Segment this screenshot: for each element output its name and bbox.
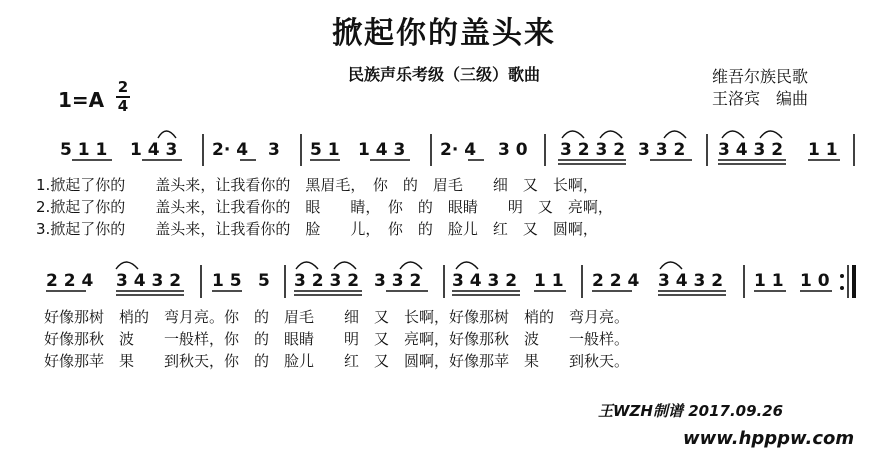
transcriber-signature: 王WZH制谱 2017.09.26 xyxy=(598,402,784,420)
lyric-line: 好像那苹 果 到秋天，你 的 脸儿 红 又 圆啊，好像那苹 果 到秋天。 xyxy=(44,352,630,370)
note-group: 3 2 3 2 xyxy=(294,271,360,291)
note-group: 3 3 2 xyxy=(374,271,422,291)
note-group: 1 5 xyxy=(212,271,242,291)
note-group: 1 4 3 xyxy=(358,140,406,160)
time-signature-top: 2 xyxy=(117,78,129,96)
slur xyxy=(456,262,478,269)
system-1-underlines xyxy=(72,160,840,164)
note-group: 1 1 xyxy=(808,140,838,160)
slur xyxy=(400,262,422,269)
note-group: 2· 4 xyxy=(440,140,477,160)
site-url: www.hpppw.com xyxy=(683,428,855,449)
slur xyxy=(296,262,318,269)
repeat-dot xyxy=(840,274,844,278)
repeat-sign xyxy=(840,265,854,298)
system-2-lyrics xyxy=(44,308,629,370)
system-2 xyxy=(44,262,854,370)
time-signature-bottom: 4 xyxy=(117,97,129,115)
lyric-line: 3.掀起了你的 盖头来，让我看你的 脸 儿， 你 的 脸儿 红 又 圆啊， xyxy=(36,220,598,238)
system-1-lyrics xyxy=(36,176,613,238)
subtitle: 民族声乐考级（三级）歌曲 xyxy=(347,65,540,84)
note-group: 3 0 xyxy=(498,140,528,160)
note-group: 1 0 xyxy=(800,271,830,291)
slur xyxy=(722,131,744,138)
system-2-underlines xyxy=(46,291,832,295)
lyric-line: 好像那树 梢的 弯月亮。你 的 眉毛 细 又 长啊，好像那树 梢的 弯月亮。 xyxy=(44,308,630,326)
note-group: 5 xyxy=(258,271,270,291)
repeat-dot xyxy=(840,286,844,290)
slur xyxy=(664,131,686,138)
slur xyxy=(158,131,176,138)
system-1-slurs xyxy=(158,131,782,138)
note-group: 1 4 3 xyxy=(130,140,178,160)
note-group: 1 1 xyxy=(754,271,784,291)
origin-credit: 维吾尔族民歌 xyxy=(712,67,809,86)
note-group: 3 2 3 2 xyxy=(560,140,626,160)
note-group: 3 3 2 xyxy=(638,140,686,160)
lyric-line: 2.掀起了你的 盖头来，让我看你的 眼 睛， 你 的 眼睛 明 又 亮啊， xyxy=(36,198,613,216)
note-group: 2 2 4 xyxy=(46,271,94,291)
note-group: 3 4 3 2 xyxy=(718,140,784,160)
system-1 xyxy=(36,131,854,238)
system-2-notes xyxy=(46,271,830,291)
note-group: 5 1 xyxy=(310,140,340,160)
slur xyxy=(334,262,356,269)
slur xyxy=(600,131,622,138)
slur xyxy=(760,131,782,138)
note-group: 5 1 1 xyxy=(60,140,108,160)
note-group: 3 4 3 2 xyxy=(116,271,182,291)
note-group: 1 1 xyxy=(534,271,564,291)
note-group: 3 4 3 2 xyxy=(658,271,724,291)
slur xyxy=(116,262,138,269)
note-group: 2 2 4 xyxy=(592,271,640,291)
note-group: 3 4 3 2 xyxy=(452,271,518,291)
slur xyxy=(562,131,584,138)
slur xyxy=(660,262,682,269)
lyric-line: 1.掀起了你的 盖头来，让我看你的 黑眉毛， 你 的 眉毛 细 又 长啊， xyxy=(36,176,598,194)
arranger-credit: 王洛宾 编曲 xyxy=(712,89,809,108)
note-group: 3 xyxy=(268,140,280,160)
system-1-notes xyxy=(60,140,838,160)
note-group: 2· 4 xyxy=(212,140,249,160)
key-signature: 1=A xyxy=(58,88,105,112)
lyric-line: 好像那秋 波 一般样，你 的 眼睛 明 又 亮啊，好像那秋 波 一般样。 xyxy=(44,330,630,348)
page-title: 掀起你的盖头来 xyxy=(332,16,556,51)
